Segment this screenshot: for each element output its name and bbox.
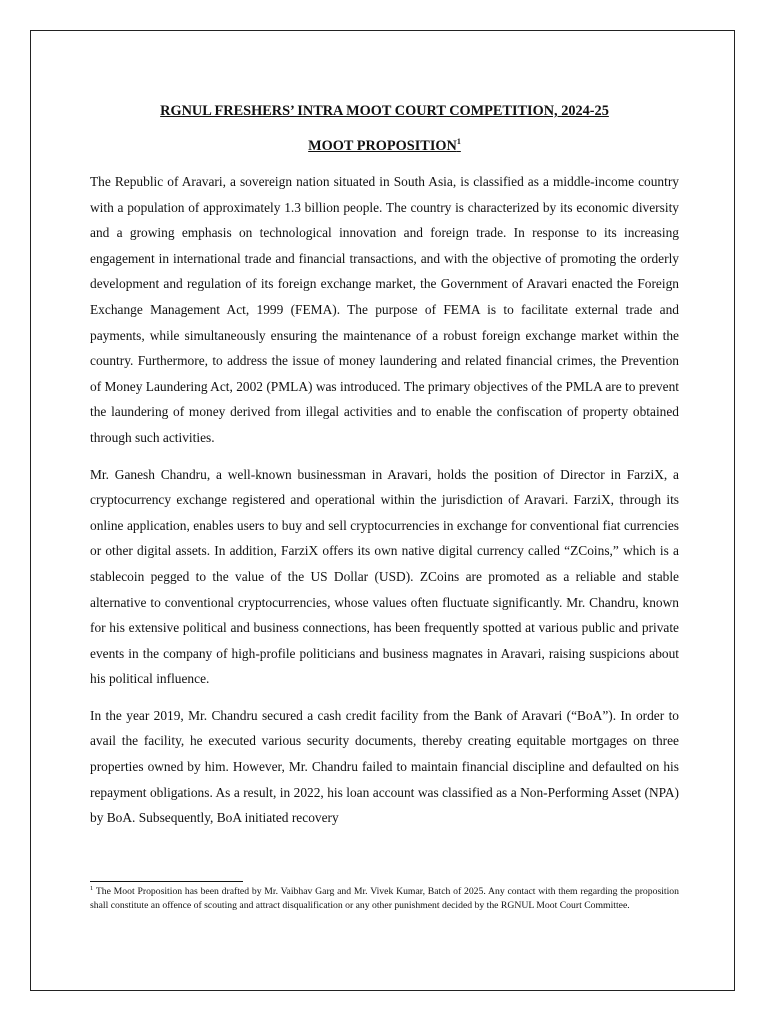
footnote-marker: 1	[90, 884, 94, 892]
document-title	[90, 98, 679, 124]
document-body	[90, 98, 679, 831]
footnote	[90, 885, 679, 912]
paragraph-2: Mr. Ganesh Chandru, a well-known businessman in Aravari, holds the position of Director in FarziX, a cryptocurrency exchange registered and operational within the jurisdiction of Aravari. FarziX, through its online application, enables users to buy and sell cryptocurrencies in exchange for conventional fiat currencies or other digital assets. In addition, FarziX offers its own native digital currency called “ZCoins,” which is a stablecoin pegged to the value of the US Dollar (USD). ZCoins are promoted as a reliable and stable alternative to conventional cryptocurrencies, whose values often fluctuate significantly. Mr. Chandru, known for his extensive political and business connections, has been frequently spotted at various public and private events in the company of high-profile politicians and business magnates in Aravari, raising suspicions about his political influence.	[90, 466, 679, 687]
document-title-text: RGNUL FRESHERS’ INTRA MOOT COURT COMPETITION, 2024-25	[160, 103, 609, 119]
document-subtitle-text: MOOT PROPOSITION	[308, 138, 457, 154]
paragraph-3: In the year 2019, Mr. Chandru secured a cash credit facility from the Bank of Aravari (“BoA”). In order to avail the facility, he executed various security documents, thereby creating equitable mortgages on three properties owned by him. However, Mr. Chandru failed to maintain financial discipline and defaulted on his repayment obligations. As a result, in 2022, his loan account was classified as a Non-Performing Asset (NPA) by BoA. Subsequently, BoA initiated recovery	[90, 707, 679, 826]
footnote-reference: 1	[456, 137, 461, 147]
footnote-text: The Moot Proposition has been drafted by Mr. Vaibhav Garg and Mr. Vivek Kumar, Batch of 2025. Any contact with them regarding the proposition shall constitute an offence of scouting and attract disqualification or any other punishment decided by the RGNUL Moot Court Committee.	[90, 886, 679, 911]
paragraph-1: The Republic of Aravari, a sovereign nation situated in South Asia, is classified as a middle-income country with a population of approximately 1.3 billion people. The country is characterized by its economic diversity and a growing emphasis on technological innovation and foreign trade. In response to its increasing engagement in international trade and financial transactions, and with the objective of promoting the orderly development and regulation of its foreign exchange market, the Government of Aravari enacted the Foreign Exchange Management Act, 1999 (FEMA). The purpose of FEMA is to facilitate external trade and payments, while simultaneously ensuring the maintenance of a robust foreign exchange market within the country. Furthermore, to address the issue of money laundering and related financial crimes, the Prevention of Money Laundering Act, 2002 (PMLA) was introduced. The primary objectives of the PMLA are to prevent the laundering of money derived from illegal activities and to enable the confiscation of property obtained through such activities.	[90, 174, 679, 445]
document-subtitle	[90, 133, 679, 159]
footnote-separator	[90, 881, 243, 882]
